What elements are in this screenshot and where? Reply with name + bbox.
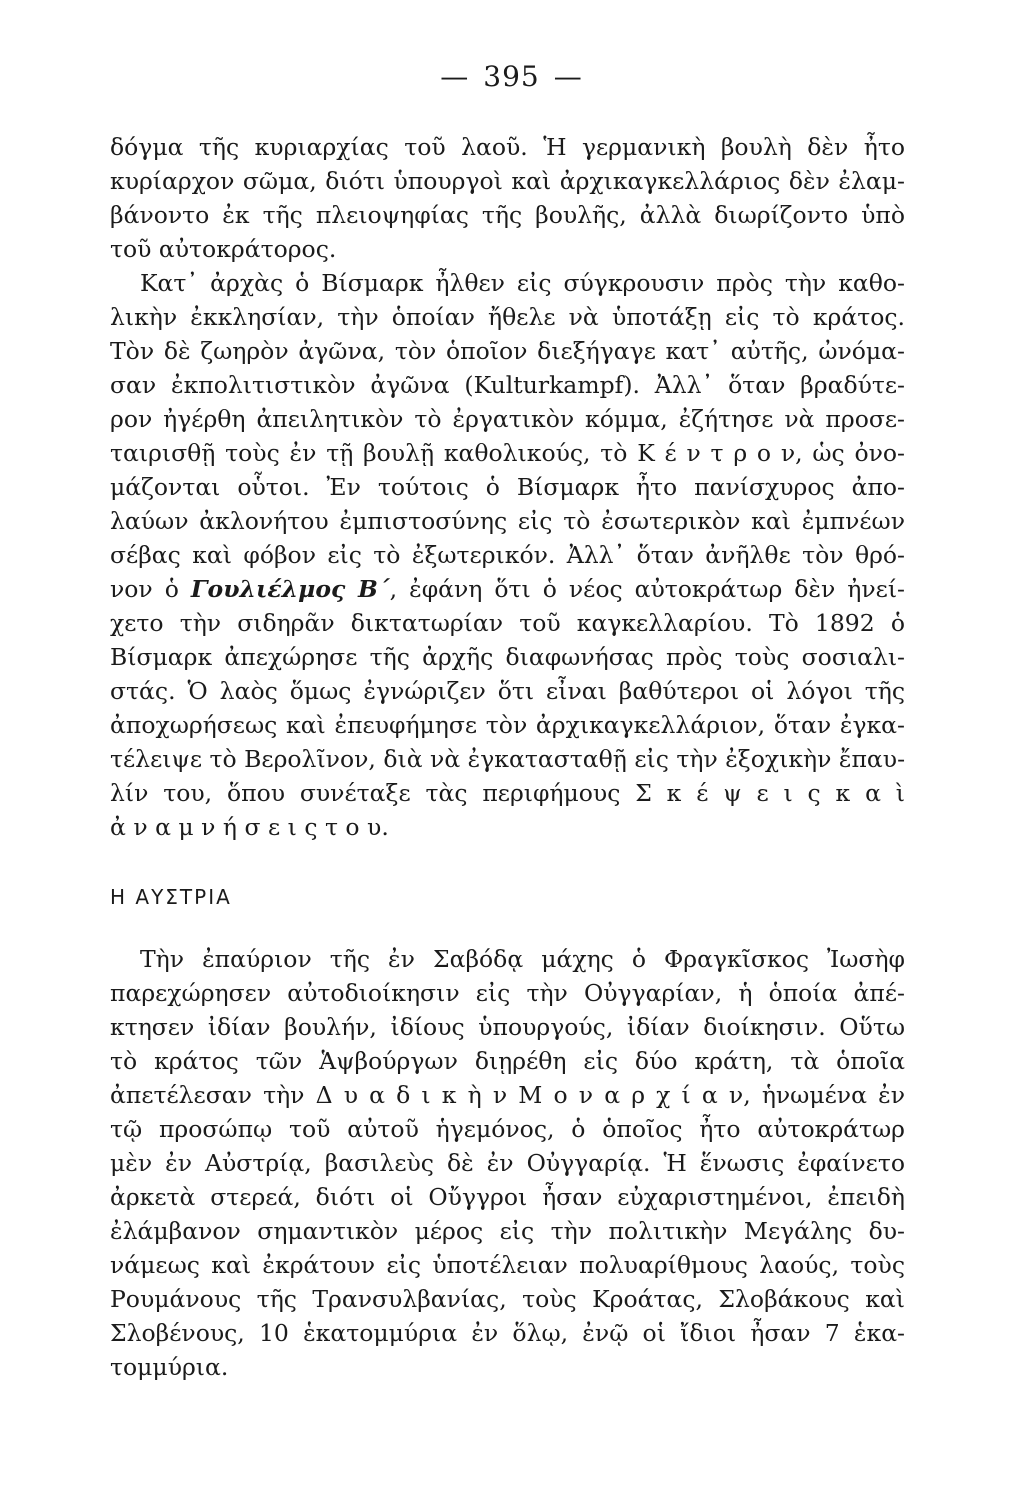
text-line: Τὸν δὲ ζωηρὸν ἀγῶνα, τὸν ὁποῖον διεξήγαγε κατ᾽ αὐτῆς, ὠνόμα-	[110, 337, 905, 365]
text-line: τῷ προσώπῳ τοῦ αὐτοῦ ἡγεμόνος, ὁ ὁποῖος ἦτο αὐτοκράτωρ	[110, 1115, 905, 1143]
text-line: νάμεως καὶ ἐκράτουν εἰς ὑποτέλειαν πολυαρίθμους λαούς, τοὺς	[110, 1251, 905, 1279]
text-line: τὸ κράτος τῶν Ἁψβούργων διῃρέθη εἰς δύο κράτη, τὰ ὁποῖα	[110, 1047, 905, 1075]
text-line: τοῦ αὐτοκράτορος.	[110, 235, 337, 263]
text-segment: νον ὁ	[110, 575, 191, 603]
emperor-name: Γουλιέλμος Β΄	[190, 575, 390, 603]
text-line: ρον ἠγέρθη ἀπειλητικὸν τὸ ἐργατικὸν κόμμα, ἐζήτησε νὰ προσε-	[110, 405, 905, 433]
text-line: ἀ ν α μ ν ή σ ε ι ς τ ο υ.	[110, 813, 389, 841]
text-line: ἀπετέλεσαν τὴν Δ υ α δ ι κ ὴ ν Μ ο ν α ρ χ ί α ν, ἡνωμένα ἐν	[110, 1081, 905, 1109]
text-segment: , ἐφάνη ὅτι ὁ νέος αὐτοκράτωρ δὲν ἠνεί-	[389, 575, 905, 603]
text-line: λαύων ἀκλονήτου ἐμπιστοσύνης εἰς τὸ ἐσωτερικὸν καὶ ἐμπνέων	[110, 507, 905, 535]
text-line: σαν ἐκπολιτιστικὸν ἀγῶνα (Kulturkampf). Ἀλλ᾽ ὅταν βραδύτε-	[110, 371, 905, 399]
text-line: μάζονται οὗτοι. Ἐν τούτοις ὁ Βίσμαρκ ἦτο πανίσχυρος ἀπο-	[110, 473, 905, 501]
page-number	[0, 60, 1023, 93]
text-line: Ρουμάνους τῆς Τρανσυλβανίας, τοὺς Κροάτας, Σλοβάκους καὶ	[110, 1285, 905, 1313]
page-number-dash-right: —	[553, 60, 583, 93]
text-line: κυρίαρχον σῶμα, διότι ὑπουργοὶ καὶ ἀρχικαγκελλάριος δὲν ἐλαμ-	[110, 167, 905, 195]
section-heading: Η ΑΥΣΤΡΙΑ	[110, 885, 232, 909]
text-line: ἐλάμβανον σημαντικὸν μέρος εἰς τὴν πολιτικὴν Μεγάλης δυ-	[110, 1217, 905, 1245]
text-line: κτησεν ἰδίαν βουλήν, ἰδίους ὑπουργούς, ἰδίαν διοίκησιν. Οὕτω	[110, 1013, 905, 1041]
text-line: λίν του, ὅπου συνέταξε τὰς περιφήμους Σ κ έ ψ ε ι ς κ α ὶ	[110, 779, 905, 807]
text-line: τέλειψε τὸ Βερολῖνον, διὰ νὰ ἐγκατασταθῇ εἰς τὴν ἐξοχικὴν ἔπαυ-	[110, 745, 905, 773]
page-number-value: 395	[483, 60, 540, 93]
text-line: ἀρκετὰ στερεά, διότι οἱ Οὔγγροι ἦσαν εὐχαριστημένοι, ἐπειδὴ	[110, 1183, 905, 1211]
text-line: σέβας καὶ φόβον εἰς τὸ ἐξωτερικόν. Ἀλλ᾽ ὅταν ἀνῆλθε τὸν θρό-	[110, 541, 905, 569]
text-line: δόγμα τῆς κυριαρχίας τοῦ λαοῦ. Ἡ γερμανικὴ βουλὴ δὲν ἦτο	[110, 133, 905, 161]
text-line-with-name	[110, 572, 905, 606]
text-line: βάνοντο ἐκ τῆς πλειοψηφίας τῆς βουλῆς, ἀλλὰ διωρίζοντο ὑπὸ	[110, 201, 905, 229]
paragraph-first-line: Κατ᾽ ἀρχὰς ὁ Βίσμαρκ ἦλθεν εἰς σύγκρουσιν πρὸς τὴν καθο-	[140, 269, 905, 297]
text-line: ἀποχωρήσεως καὶ ἐπευφήμησε τὸν ἀρχικαγκελλάριον, ὅταν ἐγκα-	[110, 711, 905, 739]
text-line: χετο τὴν σιδηρᾶν δικτατωρίαν τοῦ καγκελλαρίου. Τὸ 1892 ὁ	[110, 609, 905, 637]
text-line: στάς. Ὁ λαὸς ὅμως ἐγνώριζεν ὅτι εἶναι βαθύτεροι οἱ λόγοι τῆς	[110, 677, 905, 705]
page-number-dash-left: —	[440, 60, 470, 93]
text-line: Βίσμαρκ ἀπεχώρησε τῆς ἀρχῆς διαφωνήσας πρὸς τοὺς σοσιαλι-	[110, 643, 905, 671]
text-line: τομμύρια.	[110, 1353, 229, 1381]
text-line: ταιρισθῇ τοὺς ἐν τῇ βουλῇ καθολικούς, τὸ Κ έ ν τ ρ ο ν, ὡς ὀνο-	[110, 439, 905, 467]
text-line: παρεχώρησεν αὐτοδιοίκησιν εἰς τὴν Οὐγγαρίαν, ἡ ὁποία ἀπέ-	[110, 979, 905, 1007]
text-line: Σλοβένους, 10 ἑκατομμύρια ἐν ὅλῳ, ἐνῷ οἱ ἴδιοι ἦσαν 7 ἑκα-	[110, 1319, 905, 1347]
text-line: μὲν ἐν Αὐστρίᾳ, βασιλεὺς δὲ ἐν Οὐγγαρίᾳ. Ἡ ἕνωσις ἐφαίνετο	[110, 1149, 905, 1177]
text-line: λικὴν ἐκκλησίαν, τὴν ὁποίαν ἤθελε νὰ ὑποτάξῃ εἰς τὸ κράτος.	[110, 303, 905, 331]
paragraph-first-line: Τὴν ἐπαύριον τῆς ἐν Σαβόδᾳ μάχης ὁ Φραγκῖσκος Ἰωσὴφ	[140, 945, 905, 973]
